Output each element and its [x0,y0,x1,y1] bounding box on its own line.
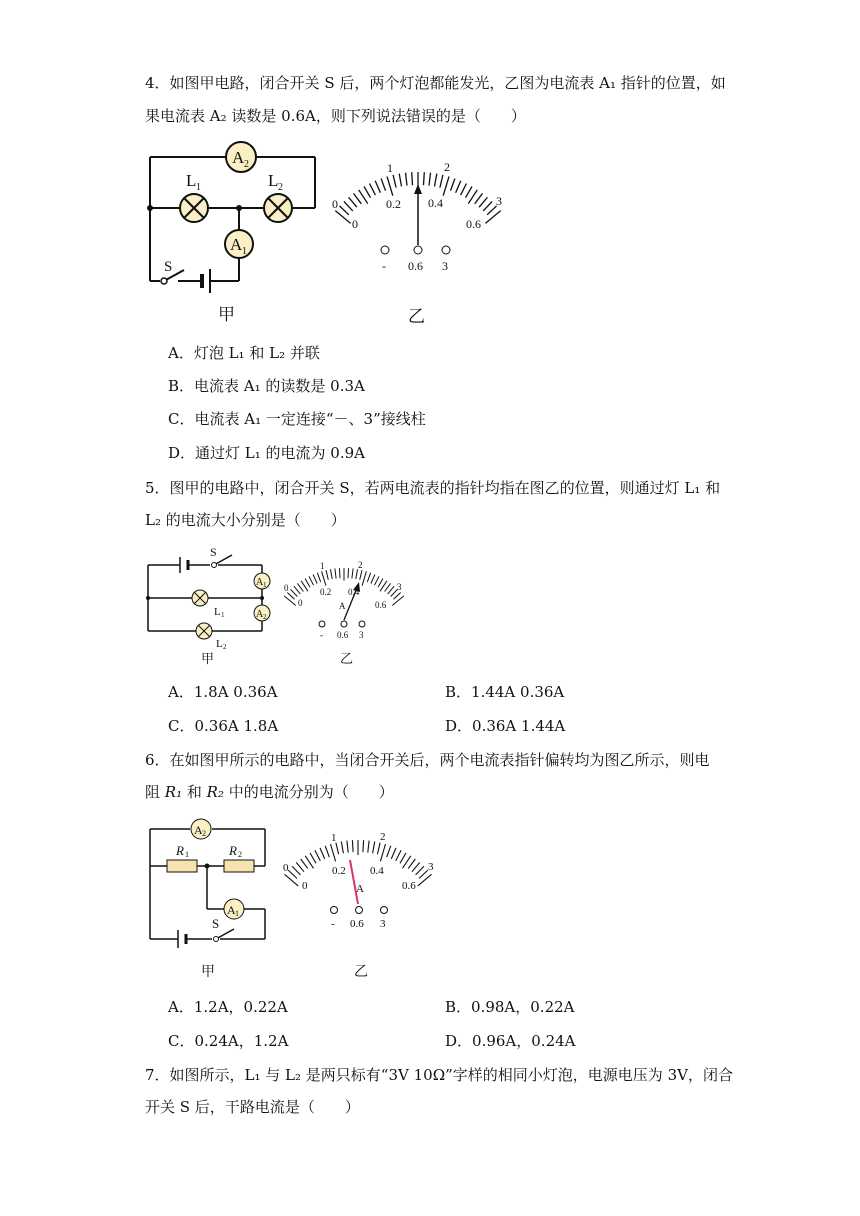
dial-tick [380,844,385,861]
q5-option-d[interactable]: D．0.36A 1.44A [445,717,566,735]
q6-r2-label: R [229,843,237,858]
dial-tick [313,574,317,583]
dial-tick [479,197,487,207]
q4-ammeter-a1-label: A [230,235,243,254]
svg-text:0: 0 [298,598,303,608]
svg-text:0.6: 0.6 [350,918,364,930]
svg-text:3: 3 [359,630,364,640]
svg-text:2: 2 [278,182,283,193]
svg-text:1: 1 [242,246,247,257]
q6-fig-left-caption: 甲 [201,964,215,980]
dial-tick [375,181,380,193]
dial-tick [385,583,391,591]
svg-text:0: 0 [352,217,358,231]
q4-stem-line1: 4．如图甲电路，闭合开关 S 后，两个灯泡都能发光，乙图为电流表 A₁ 指针的位置，如 [145,74,726,92]
dial-tick [292,866,300,875]
dial-tick [315,850,320,861]
dial-tick [412,863,420,872]
q5-fig-left-caption: 甲 [201,652,215,667]
dial-tick [336,843,339,855]
svg-text:3: 3 [397,582,402,592]
svg-text:2: 2 [263,613,267,621]
q5-option-a[interactable]: A．1.8A 0.36A [168,683,278,701]
svg-text:0.2: 0.2 [386,197,401,211]
dial-tick [344,201,353,211]
dial-tick [287,593,294,600]
dial-tick [400,853,406,863]
dial-tick [296,863,304,872]
dial-tick [349,197,357,207]
dial-tick [348,568,349,578]
q6-fig-right-caption: 乙 [354,964,368,980]
q4-fig-left-caption: 甲 [218,305,235,325]
svg-text:0.2: 0.2 [320,587,332,597]
dial-tick [440,175,443,188]
q5-option-c[interactable]: C．0.36A 1.8A [168,717,279,735]
dial-tick [305,579,310,588]
dial-tick [485,211,500,224]
svg-text:2: 2 [358,560,363,570]
svg-text:2: 2 [244,159,249,170]
dial-tick [483,201,492,211]
svg-text:0.6: 0.6 [466,217,481,231]
dial-tick [429,173,431,186]
dial-tick [360,570,362,580]
q4-option-c[interactable]: C．电流表 A₁ 一定连接“－、3”接线柱 [168,410,426,428]
dial-tick [356,569,358,579]
dial-tick [354,193,362,203]
q4-switch-label: S [164,259,173,275]
dial-tick [396,850,401,861]
dial-tick [393,175,396,188]
q5-circuit-diagram [140,543,280,653]
q6-stem-line1: 6．在如图甲所示的电路中，当闭合开关后，两个电流表指针偏转均为图乙所示，则电 [145,751,710,769]
svg-text:-: - [382,259,386,273]
dial-tick [394,593,401,600]
svg-text:2: 2 [380,831,386,843]
svg-text:0: 0 [302,880,308,892]
q7-stem-line1: 7．如图所示，L₁ 与 L₂ 是两只标有“3V 10Ω”字样的相同小灯泡，电源电压为 3V，闭合 [145,1066,733,1084]
dial-tick [435,174,437,187]
svg-text:0.4: 0.4 [370,865,384,877]
svg-text:0.4: 0.4 [428,196,443,210]
svg-text:2: 2 [238,850,242,859]
svg-text:2: 2 [444,160,450,174]
dial-tick [370,184,376,196]
svg-text:3: 3 [496,194,502,208]
q4-option-b[interactable]: B．电流表 A₁ 的读数是 0.3A [168,377,365,395]
dial-tick [443,177,449,196]
dial-tick [326,570,328,580]
svg-text:0: 0 [283,862,289,874]
dial-tick [341,842,343,854]
dial-tick [335,569,336,579]
dial-tick [301,859,308,869]
svg-text:3: 3 [442,259,448,273]
dial-tick [322,571,326,585]
dial-tick [352,840,353,852]
svg-text:0.6: 0.6 [402,880,416,892]
q5-ammeter-a2-label: A [256,609,264,620]
dial-tick [325,846,329,857]
q6-ammeter-a1-label: A [227,903,236,917]
dial-tick [309,576,314,585]
q5-lamp-l2-label: L [216,638,223,650]
dial-tick [368,841,369,853]
dial-tick [466,187,473,198]
q6-option-c[interactable]: C．0.24A，1.2A [168,1032,289,1050]
svg-text:-: - [331,918,335,930]
q6-ammeter-a2-label: A [194,823,203,837]
dial-tick [424,172,425,185]
dial-tick [387,177,393,196]
svg-text:2: 2 [202,829,206,838]
q4-ammeter-dial [330,150,510,280]
dial-tick [381,179,385,191]
dial-tick [387,846,391,857]
dial-tick [335,211,350,224]
svg-text:1: 1 [196,182,201,193]
q4-fig-right-caption: 乙 [408,307,425,327]
svg-text:0.6: 0.6 [375,600,387,610]
svg-text:0.6: 0.6 [408,259,423,273]
svg-text:1: 1 [263,581,267,589]
dial-tick [406,173,408,186]
dial-tick [392,596,404,606]
q6-stem-line2: 阻 R₁ 和 R₂ 中的电流分别为（ ） [145,783,394,801]
q5-option-b[interactable]: B．1.44A 0.36A [445,683,565,701]
dial-tick [362,571,366,585]
dial-tick [285,874,299,886]
dial-tick [451,179,455,191]
svg-text:2: 2 [223,643,227,651]
q4-ammeter-a2-label: A [232,148,245,167]
q5-stem-line2: L₂ 的电流大小分别是（ ） [145,511,346,529]
q4-stem-line2: 果电流表 A₂ 读数是 0.6A，则下列说法错误的是（ ） [145,107,526,125]
dial-tick [377,843,380,855]
q6-switch-label: S [212,916,220,931]
svg-text:A: A [356,883,364,895]
dial-tick [475,193,483,203]
dial-tick [408,859,415,869]
svg-text:-: - [320,630,323,640]
svg-text:0: 0 [332,197,338,211]
dial-tick [363,840,364,852]
svg-text:1: 1 [221,611,225,619]
dial-tick [340,568,341,578]
dial-tick [347,841,348,853]
dial-tick [416,866,424,875]
q6-circuit-diagram [140,814,275,949]
svg-text:3: 3 [428,861,434,873]
svg-text:1: 1 [331,832,337,844]
q4-circuit-diagram [140,140,330,330]
q6-ammeter-dial [280,826,440,936]
q5-stem-line1: 5．图甲的电路中，闭合开关 S，若两电流表的指针均指在图乙的位置，则通过灯 L₁ 和 [145,479,721,497]
q7-stem-line2: 开关 S 后，干路电流是（ ） [145,1098,360,1116]
dial-tick [364,187,371,198]
svg-text:0: 0 [284,583,289,593]
svg-text:0.2: 0.2 [332,865,346,877]
dial-tick [378,579,383,588]
svg-text:1: 1 [320,561,325,571]
dial-tick [339,206,349,215]
dial-tick [310,853,316,863]
q4-option-a[interactable]: A．灯泡 L₁ 和 L₂ 并联 [168,344,320,362]
dial-tick [456,181,461,193]
q5-switch-label: S [210,545,217,559]
svg-text:1: 1 [387,161,393,175]
dial-tick [388,586,394,594]
dial-tick [375,576,380,585]
dial-tick [291,589,298,596]
dial-tick [412,172,413,185]
q6-option-a[interactable]: A．1.2A，0.22A [168,998,288,1016]
svg-text:0.4: 0.4 [348,587,360,597]
dial-tick [399,174,401,187]
q6-r1-label: R [176,843,184,858]
svg-text:3: 3 [380,918,386,930]
svg-text:1: 1 [185,850,189,859]
q6-option-b[interactable]: B．0.98A，0.22A [445,998,575,1016]
dial-tick [352,569,353,579]
dial-tick [367,573,370,582]
dial-tick [288,870,297,878]
q5-fig-right-caption: 乙 [340,652,354,667]
q6-option-d[interactable]: D．0.96A，0.24A [445,1032,576,1050]
q5-ammeter-dial [282,558,412,648]
dial-tick [297,583,303,591]
svg-text:1: 1 [235,909,239,918]
dial-tick [294,586,300,594]
q4-option-d[interactable]: D．通过灯 L₁ 的电流为 0.9A [168,444,365,462]
dial-tick [419,870,428,878]
q4-lamp-l2-label: L [268,171,279,190]
dial-tick [331,844,336,861]
dial-tick [418,874,432,886]
q6-needle [350,860,358,904]
q5-ammeter-a1-label: A [256,577,264,588]
dial-tick [371,574,375,583]
dial-tick [317,573,320,582]
svg-text:A: A [339,601,346,611]
q6-r1: R₁ [164,783,183,801]
dial-tick [284,596,296,606]
q5-lamp-l1-label: L [214,606,221,618]
q6-r2: R₂ [206,783,224,801]
dial-tick [461,184,467,196]
q4-lamp-l1-label: L [186,171,197,190]
dial-tick [391,848,396,859]
svg-text:0.6: 0.6 [337,630,349,640]
q6-dial-ticks [285,840,432,886]
dial-tick [373,842,375,854]
dial-tick [320,848,325,859]
dial-tick [331,569,333,579]
